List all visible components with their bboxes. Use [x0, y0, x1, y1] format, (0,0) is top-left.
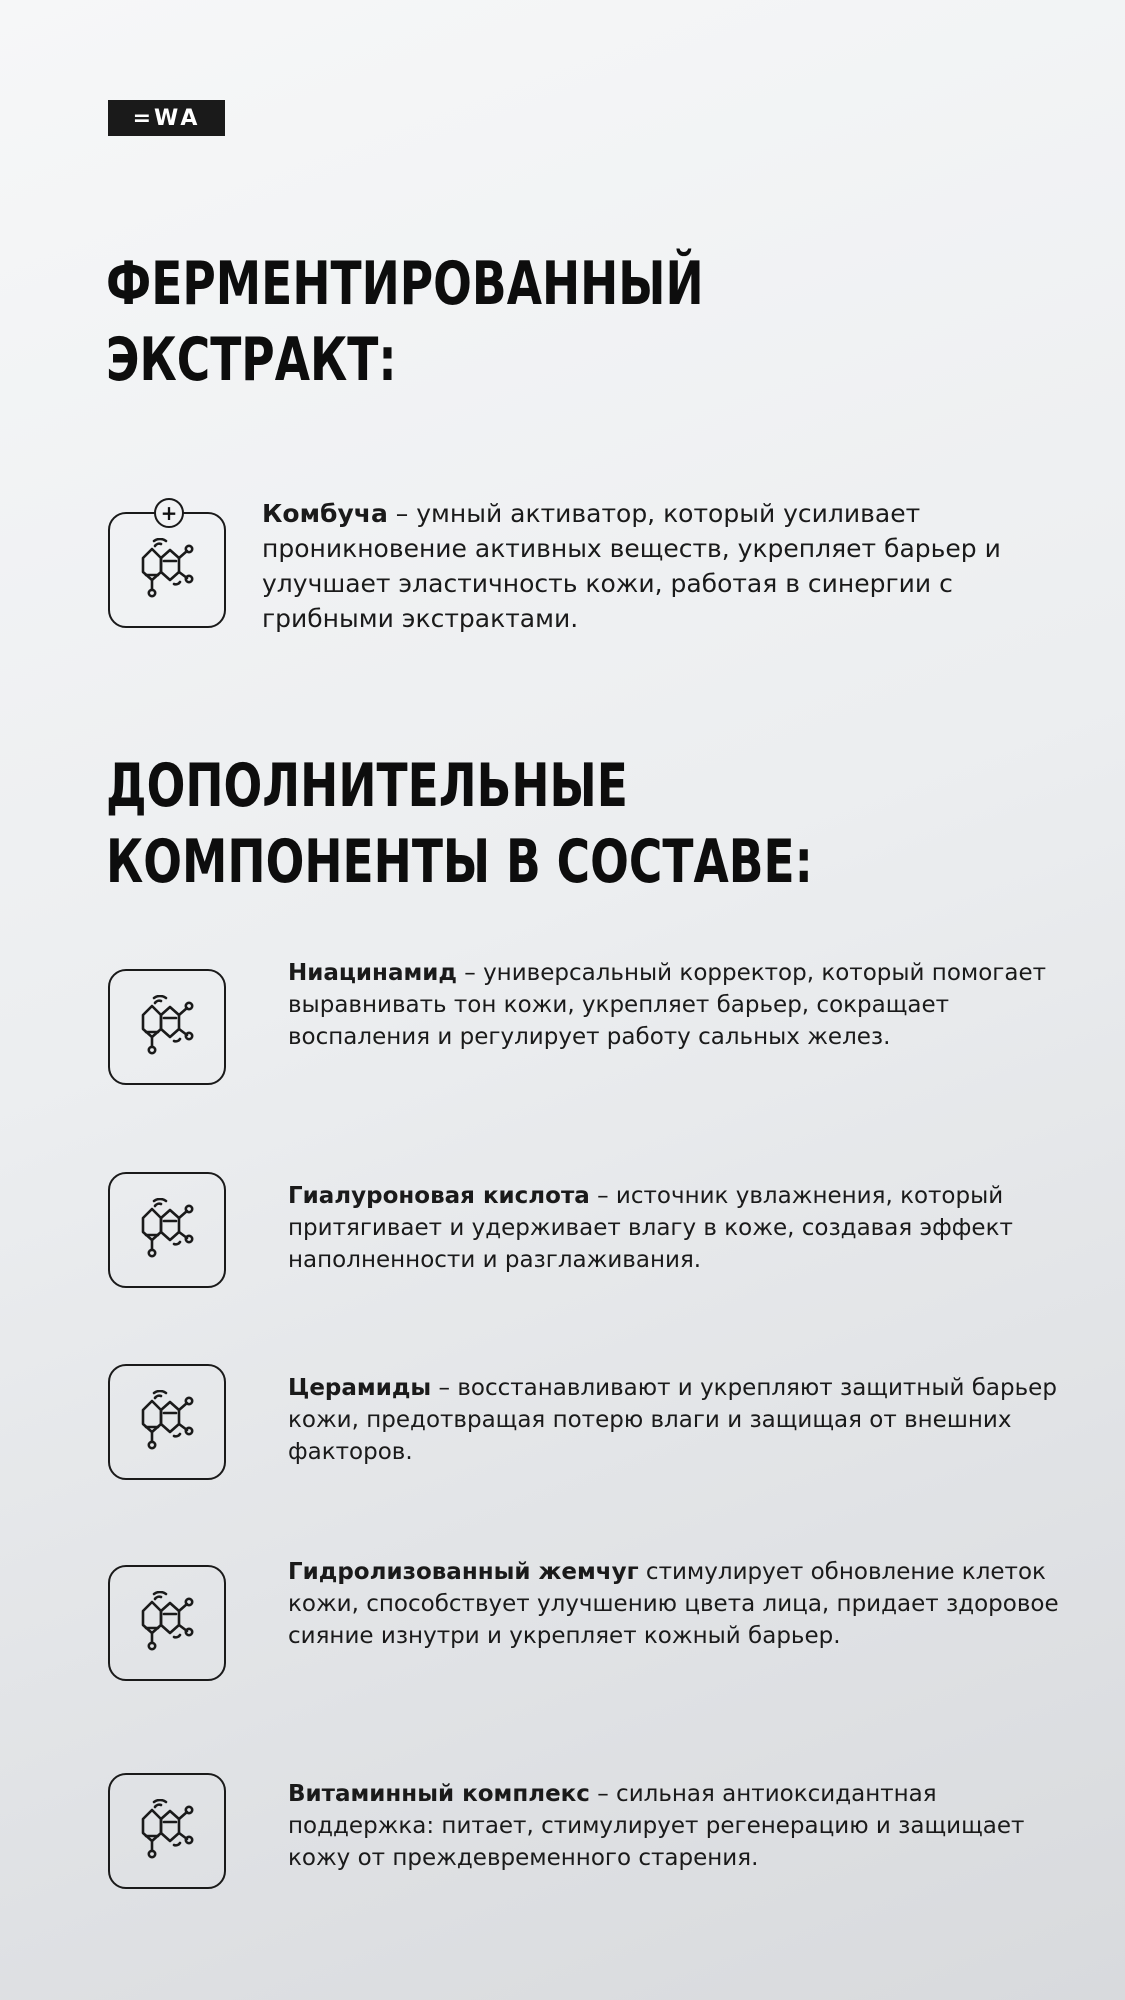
brand-logo: =WA — [108, 100, 225, 136]
molecule-icon — [108, 1364, 226, 1480]
ingredient-hyaluronic-acid — [288, 1180, 1068, 1276]
ingredient-hydrolyzed-pearl — [288, 1556, 1068, 1652]
molecule-icon — [108, 969, 226, 1085]
molecule-icon — [108, 1565, 226, 1681]
ingredient-text: – сильная антиоксидантная поддержка: питает, стимулирует регенерацию и защищает кожу от преждевременного старения. — [288, 1781, 1025, 1871]
ingredient-vitamin-complex — [288, 1778, 1068, 1874]
ingredient-name: Церамиды — [288, 1375, 432, 1401]
ingredient-text: стимулирует обновление клеток кожи, способствует улучшению цвета лица, придает здоровое сияние изнутри и укрепляет кожный барьер. — [288, 1559, 1059, 1649]
ingredient-name: Ниацинамид — [288, 960, 457, 986]
molecule-icon — [108, 1172, 226, 1288]
ingredient-name: Гиалуроновая кислота — [288, 1183, 590, 1209]
ingredient-text: – источник увлажнения, который притягивает и удерживает влагу в коже, создавая эффект наполненности и разглаживания. — [288, 1183, 1013, 1273]
plus-icon: + — [154, 498, 184, 528]
molecule-plus-icon — [108, 501, 226, 628]
molecule-icon — [135, 538, 201, 604]
ingredient-name: Комбуча — [262, 499, 388, 528]
ingredient-ceramides — [288, 1372, 1068, 1468]
ingredient-name: Витаминный комплекс — [288, 1781, 590, 1807]
molecule-icon — [108, 1773, 226, 1889]
section-title-components: ДОПОЛНИТЕЛЬНЫЕ КОМПОНЕНТЫ В СОСТАВЕ: — [106, 751, 813, 897]
ingredient-kombucha — [262, 496, 1002, 636]
ingredient-text: – универсальный корректор, который помогает выравнивать тон кожи, укрепляет барьер, сокращает воспаления и регулирует работу сальных желез. — [288, 960, 1047, 1050]
section-title-extract: ФЕРМЕНТИРОВАННЫЙ ЭКСТРАКТ: — [106, 249, 704, 395]
ingredient-niacinamide — [288, 957, 1068, 1053]
ingredient-text: – умный активатор, который усиливает проникновение активных веществ, укрепляет барьер и улучшает эластичность кожи, работая в синергии с грибными экстрактами. — [262, 499, 1001, 633]
ingredient-text: – восстанавливают и укрепляют защитный барьер кожи, предотвращая потерю влаги и защищая от внешних факторов. — [288, 1375, 1057, 1465]
ingredient-name: Гидролизованный жемчуг — [288, 1559, 639, 1585]
